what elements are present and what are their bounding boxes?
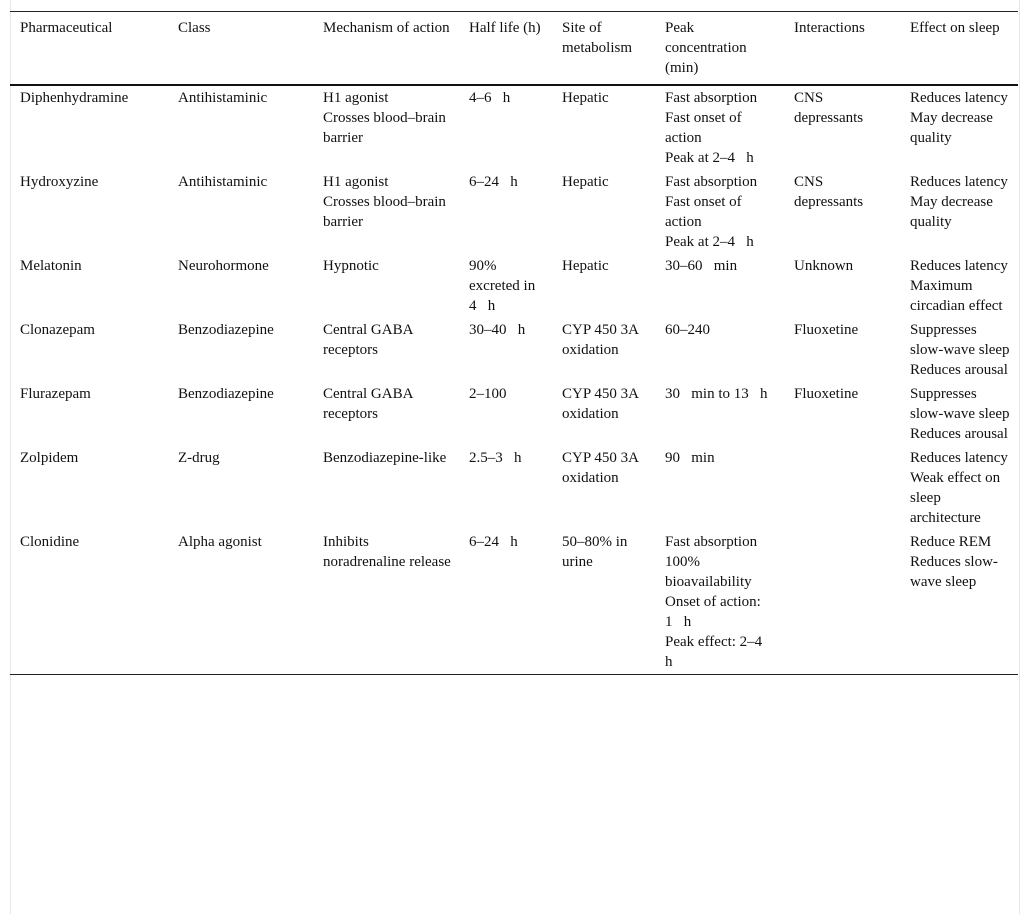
interactions-cell (784, 254, 900, 318)
class-cell: Alpha agonist (178, 534, 262, 550)
peak-concentration-cell (655, 530, 784, 675)
metabolism-cell (552, 170, 655, 254)
effect-on-sleep-cell (900, 382, 1018, 446)
effect-on-sleep-line: Suppresses slow-wave sleep (910, 386, 1010, 422)
effect-on-sleep-line: May decrease quality (910, 194, 997, 230)
half-life-line: 6–24 h (469, 534, 518, 550)
metabolism-line: CYP 450 3A oxidation (562, 386, 642, 422)
peak-concentration-line: Peak at 2–4 h (665, 150, 754, 166)
interactions-line: CNS depressants (794, 174, 864, 210)
metabolism-cell (552, 446, 655, 530)
mechanism-cell (313, 446, 459, 530)
half-life-line: 30–40 h (469, 322, 526, 338)
mechanism-cell (313, 530, 459, 675)
metabolism-line: 50–80% in urine (562, 534, 632, 570)
peak-concentration-line: Fast absorption (665, 90, 758, 106)
mechanism-line: Benzodiazepine-like (323, 450, 447, 466)
pharmaceutical-cell: Flurazepam (20, 386, 91, 402)
effect-on-sleep-cell (900, 85, 1018, 170)
half-life-line: 6–24 h (469, 174, 518, 190)
peak-concentration-line: Peak effect: 2–4 h (665, 634, 774, 670)
half-life-cell (459, 254, 552, 318)
header-site-of-metabolism: Site of metabolism (562, 20, 632, 56)
effect-on-sleep-line: Reduces latency (910, 258, 1008, 274)
mechanism-line: Central GABA receptors (323, 322, 417, 358)
effect-on-sleep-line: Maximum circadian effect (910, 278, 1003, 314)
header-interactions: Interactions (794, 20, 865, 36)
effect-on-sleep-line: Reduces latency (910, 90, 1008, 106)
pharmaceutical-cell: Diphenhydramine (20, 90, 129, 106)
peak-concentration-cell (655, 254, 784, 318)
half-life-line: 2.5–3 h (469, 450, 522, 466)
class-cell: Neurohormone (178, 258, 269, 274)
interactions-line: Fluoxetine (794, 386, 859, 402)
interactions-cell (784, 170, 900, 254)
effect-on-sleep-line: Weak effect on sleep architecture (910, 470, 1004, 526)
half-life-line: 90% excreted in 4 h (469, 258, 539, 314)
interactions-cell (784, 530, 900, 675)
header-class: Class (178, 20, 211, 36)
metabolism-line: CYP 450 3A oxidation (562, 322, 642, 358)
mechanism-line: Crosses blood–brain barrier (323, 110, 450, 146)
interactions-cell (784, 85, 900, 170)
peak-concentration-line: 30–60 min (665, 258, 738, 274)
mechanism-cell (313, 85, 459, 170)
pharmaceutical-table (10, 11, 1018, 675)
mechanism-line: Hypnotic (323, 258, 379, 274)
half-life-cell (459, 85, 552, 170)
effect-on-sleep-line: Reduces arousal (910, 426, 1008, 442)
pharmaceutical-cell: Clonazepam (20, 322, 95, 338)
effect-on-sleep-line: May decrease quality (910, 110, 997, 146)
effect-on-sleep-cell (900, 170, 1018, 254)
effect-on-sleep-line: Reduces latency (910, 450, 1008, 466)
effect-on-sleep-cell (900, 530, 1018, 675)
class-cell: Benzodiazepine (178, 322, 274, 338)
effect-on-sleep-line: Reduces arousal (910, 362, 1008, 378)
effect-on-sleep-line: Suppresses slow-wave sleep (910, 322, 1010, 358)
half-life-cell (459, 446, 552, 530)
peak-concentration-line: 60–240 (665, 322, 710, 338)
peak-concentration-cell (655, 318, 784, 382)
peak-concentration-cell (655, 382, 784, 446)
header-half-life: Half life (h) (469, 20, 541, 36)
mechanism-line: Inhibits noradrenaline release (323, 534, 451, 570)
pharmaceutical-cell: Hydroxyzine (20, 174, 99, 190)
peak-concentration-line: 30 min to 13 h (665, 386, 768, 402)
interactions-line: CNS depressants (794, 90, 864, 126)
interactions-cell (784, 446, 900, 530)
peak-concentration-line: Fast onset of action (665, 194, 746, 230)
metabolism-line: Hepatic (562, 258, 609, 274)
effect-on-sleep-line: Reduce REM (910, 534, 992, 550)
effect-on-sleep-line: Reduces latency (910, 174, 1008, 190)
interactions-cell (784, 318, 900, 382)
interactions-line: Fluoxetine (794, 322, 859, 338)
header-pharmaceutical: Pharmaceutical (20, 20, 113, 36)
header-effect-on-sleep: Effect on sleep (910, 20, 1000, 36)
peak-concentration-line: Fast onset of action (665, 110, 746, 146)
peak-concentration-line: Onset of action: 1 h (665, 594, 765, 630)
mechanism-line: Central GABA receptors (323, 386, 417, 422)
peak-concentration-cell (655, 170, 784, 254)
mechanism-cell (313, 254, 459, 318)
effect-on-sleep-cell (900, 254, 1018, 318)
peak-concentration-line: Fast absorption (665, 534, 758, 550)
pharmaceutical-cell: Zolpidem (20, 450, 79, 466)
mechanism-cell (313, 170, 459, 254)
metabolism-cell (552, 530, 655, 675)
peak-concentration-line: 100% bioavailability (665, 554, 752, 590)
half-life-cell (459, 318, 552, 382)
table-row (10, 318, 1018, 382)
mechanism-line: H1 agonist (323, 174, 389, 190)
interactions-line: Unknown (794, 258, 854, 274)
effect-on-sleep-cell (900, 446, 1018, 530)
table-row (10, 446, 1018, 530)
peak-concentration-line: Fast absorption (665, 174, 758, 190)
class-cell: Antihistaminic (178, 90, 268, 106)
peak-concentration-line: 90 min (665, 450, 715, 466)
pharmaceutical-cell: Clonidine (20, 534, 80, 550)
mechanism-line: Crosses blood–brain barrier (323, 194, 450, 230)
half-life-cell (459, 170, 552, 254)
half-life-line: 2–100 (469, 386, 507, 402)
mechanism-cell (313, 382, 459, 446)
mechanism-cell (313, 318, 459, 382)
class-cell: Benzodiazepine (178, 386, 274, 402)
table-header-row (10, 12, 1018, 86)
metabolism-line: Hepatic (562, 90, 609, 106)
header-mechanism: Mechanism of action (323, 20, 450, 36)
half-life-cell (459, 530, 552, 675)
metabolism-cell (552, 382, 655, 446)
peak-concentration-line: Peak at 2–4 h (665, 234, 754, 250)
table-body (10, 85, 1018, 675)
metabolism-line: CYP 450 3A oxidation (562, 450, 642, 486)
half-life-cell (459, 382, 552, 446)
header-peak-concentration: Peak concentration (min) (665, 20, 747, 76)
class-cell: Antihistaminic (178, 174, 268, 190)
table-row (10, 530, 1018, 675)
peak-concentration-cell (655, 85, 784, 170)
metabolism-cell (552, 254, 655, 318)
table-row (10, 170, 1018, 254)
peak-concentration-cell (655, 446, 784, 530)
interactions-cell (784, 382, 900, 446)
table-row (10, 85, 1018, 170)
metabolism-line: Hepatic (562, 174, 609, 190)
mechanism-line: H1 agonist (323, 90, 389, 106)
table-row (10, 382, 1018, 446)
metabolism-cell (552, 318, 655, 382)
effect-on-sleep-line: Reduces slow-wave sleep (910, 554, 998, 590)
pharmaceutical-cell: Melatonin (20, 258, 82, 274)
half-life-line: 4–6 h (469, 90, 511, 106)
metabolism-cell (552, 85, 655, 170)
class-cell: Z-drug (178, 450, 220, 466)
table-row (10, 254, 1018, 318)
effect-on-sleep-cell (900, 318, 1018, 382)
